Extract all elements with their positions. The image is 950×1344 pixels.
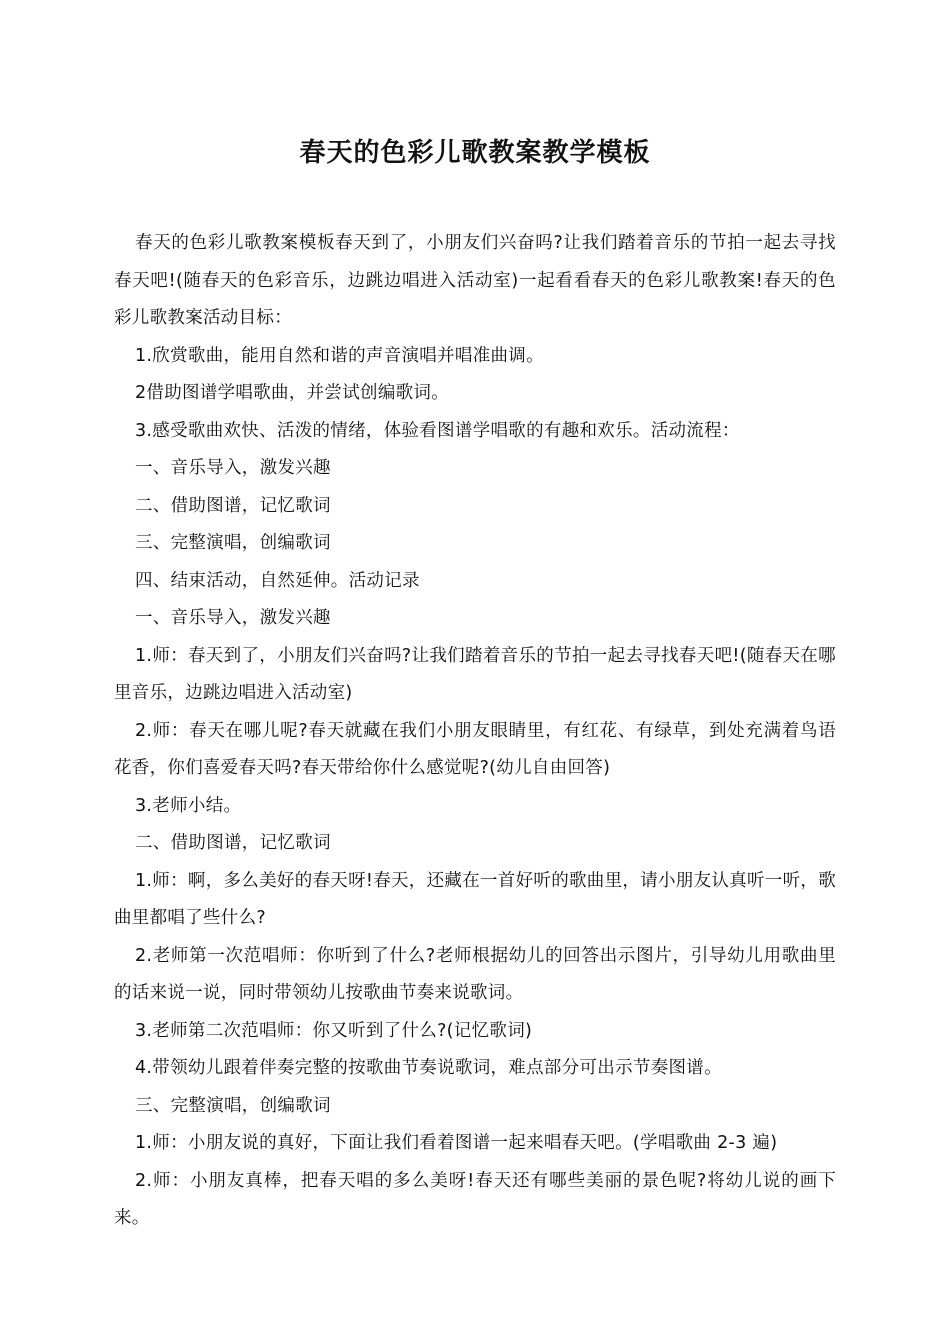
paragraph: 春天的色彩儿歌教案模板春天到了，小朋友们兴奋吗?让我们踏着音乐的节拍一起去寻找春天吧!(随春天的色彩音乐，边跳边唱进入活动室)一起看看春天的色彩儿歌教案!春天的色彩儿歌教案活动目标： <box>114 233 836 328</box>
paragraph: 2.老师第一次范唱师：你听到了什么?老师根据幼儿的回答出示图片，引导幼儿用歌曲里的话来说一说，同时带领幼儿按歌曲节奏来说歌词。 <box>114 945 836 1003</box>
section-heading: 三、完整演唱，创编歌词 <box>135 1095 331 1116</box>
paragraph: 1.师：小朋友说的真好，下面让我们看着图谱一起来唱春天吧。(学唱歌曲 2-3 遍) <box>135 1133 778 1153</box>
paragraph: 1.师：啊，多么美好的春天呀!春天，还藏在一首好听的歌曲里，请小朋友认真听一听，歌曲里都唱了些什么? <box>114 870 837 928</box>
paragraph: 3.感受歌曲欢快、活泼的情绪，体验看图谱学唱歌的有趣和欢乐。活动流程： <box>135 420 740 441</box>
paragraph: 3.老师小结。 <box>135 795 242 816</box>
section-heading: 一、音乐导入，激发兴趣 <box>135 458 331 478</box>
section-heading: 二、借助图谱，记忆歌词 <box>135 833 331 853</box>
paragraph: 1.欣赏歌曲，能用自然和谐的声音演唱并唱准曲调。 <box>135 345 544 366</box>
paragraph: 1.师：春天到了，小朋友们兴奋吗?让我们踏着音乐的节拍一起去寻找春天吧!(随春天在哪里音乐，边跳边唱进入活动室) <box>114 645 836 703</box>
paragraph: 2借助图谱学唱歌曲，并尝试创编歌词。 <box>135 383 450 403</box>
paragraph: 2.师：春天在哪儿呢?春天就藏在我们小朋友眼睛里，有红花、有绿草，到处充满着鸟语花香，你们喜爱春天吗?春天带给你什么感觉呢?(幼儿自由回答) <box>114 720 836 778</box>
paragraph: 2.师：小朋友真棒，把春天唱的多么美呀!春天还有哪些美丽的景色呢?将幼儿说的画下来。 <box>114 1170 836 1228</box>
section-heading: 二、借助图谱，记忆歌词 <box>135 495 331 516</box>
paragraph: 4.带领幼儿跟着伴奏完整的按歌曲节奏说歌词，难点部分可出示节奏图谱。 <box>135 1058 722 1078</box>
document-body <box>114 225 836 1238</box>
page-title: 春天的色彩儿歌教案教学模板 <box>299 138 651 168</box>
section-heading: 三、完整演唱，创编歌词 <box>135 533 331 553</box>
section-heading: 四、结束活动，自然延伸。活动记录 <box>135 570 420 591</box>
section-heading: 一、音乐导入，激发兴趣 <box>135 608 331 628</box>
paragraph: 3.老师第二次范唱师：你又听到了什么?(记忆歌词) <box>135 1020 533 1041</box>
